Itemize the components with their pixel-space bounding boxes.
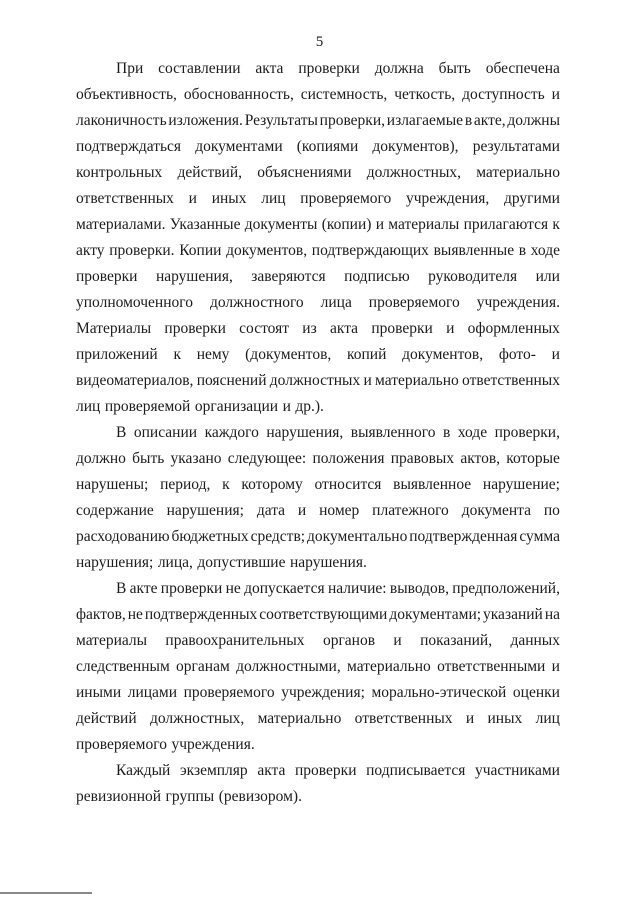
text-line — [76, 550, 560, 576]
word: быть — [438, 60, 471, 77]
word: показаний, — [420, 632, 493, 649]
word: нарушения. — [289, 554, 367, 571]
text-line — [76, 290, 560, 316]
word: каждого — [204, 424, 259, 441]
word: проверки. — [109, 242, 175, 259]
word: материально — [257, 710, 342, 727]
text-line — [76, 108, 560, 134]
word: проверки — [160, 580, 223, 597]
word: (копиями — [296, 138, 359, 155]
word: проверяемого — [300, 190, 392, 207]
word: должностных — [269, 372, 361, 389]
word: документа — [461, 502, 532, 519]
text-line — [76, 758, 560, 784]
word: органов — [322, 632, 376, 649]
word: бюджетных — [171, 528, 249, 545]
word: действий — [76, 710, 137, 727]
word: иными — [76, 684, 122, 701]
word: группы — [165, 788, 215, 805]
text-line — [76, 394, 560, 420]
word: и — [551, 658, 560, 675]
word: органам — [176, 658, 230, 675]
word: нарушения; — [76, 554, 154, 571]
text-line — [76, 498, 560, 524]
word: подтвержденных — [144, 606, 258, 623]
word: руководителя — [428, 268, 518, 285]
word: описании — [133, 424, 198, 441]
word: подтверждающих — [311, 242, 429, 259]
word: должностных, — [149, 710, 245, 727]
word: иных — [211, 190, 247, 207]
text-line — [76, 82, 560, 108]
word: не — [225, 580, 241, 597]
word: состоят — [239, 320, 289, 337]
word: и — [375, 216, 384, 233]
word: правоохранительных — [165, 632, 305, 649]
word: оценки — [512, 684, 560, 701]
word: др.). — [295, 398, 324, 415]
word: уполномоченного — [76, 294, 193, 311]
word: проверки — [371, 320, 433, 337]
word: ревизионной — [76, 788, 162, 805]
word: акте, — [473, 112, 506, 129]
word: по — [543, 502, 560, 519]
word: фото- — [498, 346, 536, 363]
word: допустившие — [197, 554, 286, 571]
word: проверяемого — [183, 684, 275, 701]
word: период, — [160, 476, 211, 493]
word: изложения. — [168, 112, 243, 129]
word: которому — [241, 476, 303, 493]
word: лица, — [157, 554, 193, 571]
word: оформленных — [467, 320, 560, 337]
word: и — [551, 346, 560, 363]
word: проверки, — [494, 424, 560, 441]
word: акта — [255, 60, 284, 77]
word: пояснений — [196, 372, 267, 389]
word: результатами — [472, 138, 560, 155]
word: лиц — [535, 710, 560, 727]
word: средств; — [250, 528, 306, 545]
word: нарушение; — [482, 476, 560, 493]
word: лиц — [76, 398, 101, 415]
word: подтвержденная — [409, 528, 518, 545]
word: участниками — [475, 762, 560, 779]
word: и — [282, 398, 291, 415]
text-line — [76, 316, 560, 342]
word: и — [393, 632, 402, 649]
word: ответственными — [437, 658, 546, 675]
word: выявленного — [350, 424, 436, 441]
word: подписывается — [366, 762, 466, 779]
word: фактов, — [76, 606, 126, 623]
word: иных — [487, 710, 523, 727]
word: (копии) — [321, 216, 372, 233]
word: должностными, — [236, 658, 341, 675]
word: и — [446, 320, 455, 337]
word: должностного — [209, 294, 304, 311]
text-line — [76, 420, 560, 446]
word: следующее: — [227, 450, 307, 467]
word: номер — [319, 502, 360, 519]
word: проверяемой — [104, 398, 191, 415]
scan-edge-mark — [0, 892, 92, 894]
word: и — [297, 502, 307, 519]
word: обоснованность, — [183, 86, 294, 103]
word: к — [552, 216, 560, 233]
word: организации — [194, 398, 279, 415]
word: Указанные — [169, 216, 241, 233]
word: сумма — [519, 528, 560, 545]
word: соответствующими — [259, 606, 388, 623]
word: к — [222, 476, 230, 493]
word: платежного — [372, 502, 449, 519]
word: При — [116, 60, 144, 77]
text-line — [76, 446, 560, 472]
text-line — [76, 368, 560, 394]
word: видеоматериалов, — [76, 372, 194, 389]
word: расходованию — [76, 528, 170, 545]
word: и — [188, 190, 197, 207]
word: выявленные — [433, 242, 515, 259]
word: должны — [507, 112, 560, 129]
word: (документов, — [245, 346, 332, 363]
word: ходе — [530, 242, 560, 259]
word: наличие: — [327, 580, 387, 597]
text-line — [76, 654, 560, 680]
word: проверки — [76, 268, 138, 285]
word: быть — [132, 450, 165, 467]
paragraph-violation-description — [76, 420, 560, 576]
word: четкость, — [394, 86, 456, 103]
word: документами; — [389, 606, 482, 623]
paragraph-signatures — [76, 758, 560, 810]
word: нему — [196, 346, 230, 363]
word: морально-этической — [371, 684, 507, 701]
word: учреждения, — [406, 190, 490, 207]
word: лиц — [261, 190, 286, 207]
text-line — [76, 56, 560, 82]
word: документов, — [226, 242, 308, 259]
word: проверки — [164, 320, 226, 337]
text-line — [76, 680, 560, 706]
word: проверяемого — [76, 736, 167, 753]
word: в — [464, 112, 473, 129]
word: нарушения; — [166, 502, 244, 519]
word: и — [551, 86, 560, 103]
word: ходе — [457, 424, 488, 441]
word: должна — [374, 60, 424, 77]
word: акте — [129, 580, 158, 597]
word: в — [442, 424, 451, 441]
paragraph-act-requirements — [76, 56, 560, 420]
word: акта — [329, 320, 359, 337]
word: материально — [476, 164, 560, 181]
word: к — [173, 346, 181, 363]
text-line — [76, 186, 560, 212]
text-line — [76, 628, 560, 654]
text-line — [76, 342, 560, 368]
word: составлении — [158, 60, 241, 77]
word: Копии — [179, 242, 222, 259]
text-line — [76, 264, 560, 290]
word: приложений — [76, 346, 158, 363]
text-line — [76, 576, 560, 602]
word: следственным — [76, 658, 170, 675]
text-line — [76, 602, 560, 628]
word: излагаемые — [386, 112, 464, 129]
word: учреждения. — [171, 736, 255, 753]
word: объективность, — [76, 86, 177, 103]
word: дата — [256, 502, 286, 519]
word: материалы — [76, 632, 148, 649]
word: прилагаются — [463, 216, 549, 233]
word: данных — [510, 632, 560, 649]
word: лаконичность — [76, 112, 167, 129]
word: положения — [312, 450, 385, 467]
word: подтверждаться — [76, 138, 182, 155]
word: в — [518, 242, 527, 259]
word: допускается — [244, 580, 325, 597]
word: подписью — [344, 268, 410, 285]
text-line — [76, 238, 560, 264]
text-line — [76, 134, 560, 160]
text-line — [76, 706, 560, 732]
word: копий — [347, 346, 387, 363]
word: и — [363, 372, 372, 389]
page-number: 5 — [315, 34, 324, 50]
word: нарушения, — [266, 424, 344, 441]
text-line — [76, 732, 560, 758]
word: документально — [307, 528, 408, 545]
text-line — [76, 160, 560, 186]
word: материалами. — [76, 216, 166, 233]
word: не — [127, 606, 143, 623]
word: контрольных — [76, 164, 163, 181]
word: указано — [170, 450, 222, 467]
word: нарушения, — [155, 268, 233, 285]
word: проверки — [298, 60, 360, 77]
paragraph-prohibited-content — [76, 576, 560, 758]
word: ответственных — [462, 372, 560, 389]
word: выявленное — [393, 476, 472, 493]
word: нарушены; — [76, 476, 149, 493]
word: проверяемого — [368, 294, 460, 311]
word: ответственных — [76, 190, 174, 207]
word: или — [535, 268, 560, 285]
word: системность, — [300, 86, 388, 103]
word: предположений, — [452, 580, 560, 597]
word: содержание — [76, 502, 154, 519]
word: проверки — [295, 762, 357, 779]
word: лицами — [127, 684, 178, 701]
word: заверяются — [251, 268, 326, 285]
word: доступность — [462, 86, 545, 103]
word: другими — [504, 190, 560, 207]
word: и — [465, 710, 475, 727]
word: документы — [244, 216, 318, 233]
word: проверки, — [319, 112, 386, 129]
word: Материалы — [76, 320, 152, 337]
word: должно — [76, 450, 126, 467]
text-line — [76, 212, 560, 238]
word: актов, — [460, 450, 501, 467]
word: Результаты — [244, 112, 318, 129]
word: ответственных — [354, 710, 453, 727]
word: указаний — [483, 606, 543, 623]
word: из — [302, 320, 317, 337]
word: документов, — [402, 346, 484, 363]
word: акта — [257, 762, 286, 779]
word: учреждения; — [281, 684, 365, 701]
word: лица — [320, 294, 352, 311]
word: материально — [375, 372, 459, 389]
word: действий, — [177, 164, 243, 181]
word: правовых — [390, 450, 455, 467]
word: материалы — [388, 216, 460, 233]
word: которые — [506, 450, 560, 467]
word: документами — [195, 138, 283, 155]
word: В — [116, 424, 127, 441]
word: материально — [347, 658, 431, 675]
word: (ревизором). — [218, 788, 302, 805]
word: Каждый — [116, 762, 171, 779]
word: обеспечена — [485, 60, 560, 77]
word: акту — [76, 242, 105, 259]
word: учреждения. — [476, 294, 560, 311]
text-line — [76, 472, 560, 498]
word: документов), — [372, 138, 459, 155]
word: должностных, — [366, 164, 461, 181]
word: относится — [314, 476, 382, 493]
word: на — [544, 606, 560, 623]
word: экземпляр — [179, 762, 248, 779]
word: объяснениями — [257, 164, 352, 181]
word: выводов, — [389, 580, 449, 597]
text-line — [76, 524, 560, 550]
word: В — [116, 580, 127, 597]
text-line — [76, 784, 560, 810]
